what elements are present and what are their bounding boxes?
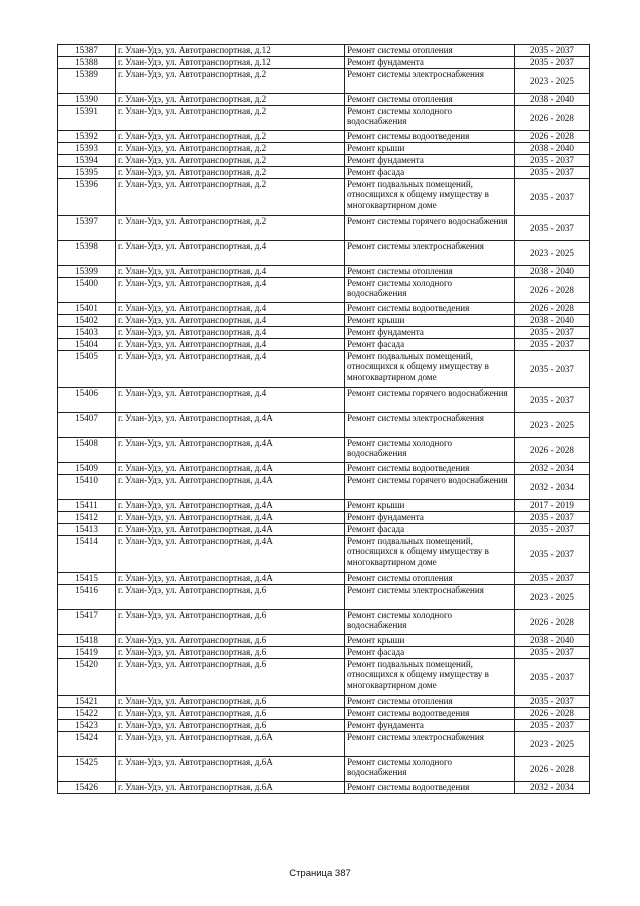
work-type-cell: Ремонт фундамента (345, 155, 515, 167)
period-cell: 2038 - 2040 (515, 635, 590, 647)
row-number-cell: 15415 (58, 573, 116, 585)
address-cell: г. Улан-Удэ, ул. Автотранспортная, д.6А (116, 782, 345, 794)
table-row (58, 327, 590, 339)
address-cell: г. Улан-Удэ, ул. Автотранспортная, д.6 (116, 720, 345, 732)
period-cell: 2035 - 2037 (515, 512, 590, 524)
work-type-cell: Ремонт фундамента (345, 327, 515, 339)
work-type-cell: Ремонт системы отопления (345, 94, 515, 106)
period-cell: 2038 - 2040 (515, 315, 590, 327)
period-cell: 2023 - 2025 (515, 69, 590, 94)
row-number-cell: 15418 (58, 635, 116, 647)
row-number-cell: 15425 (58, 757, 116, 782)
row-number-cell: 15414 (58, 536, 116, 573)
period-cell: 2035 - 2037 (515, 351, 590, 388)
work-type-cell: Ремонт системы холодного водоснабжения (345, 757, 515, 782)
table-row (58, 536, 590, 573)
row-number-cell: 15409 (58, 463, 116, 475)
address-cell: г. Улан-Удэ, ул. Автотранспортная, д.4А (116, 524, 345, 536)
row-number-cell: 15398 (58, 241, 116, 266)
work-type-cell: Ремонт системы водоотведения (345, 463, 515, 475)
row-number-cell: 15417 (58, 610, 116, 635)
period-cell: 2035 - 2037 (515, 45, 590, 57)
period-cell: 2026 - 2028 (515, 438, 590, 463)
row-number-cell: 15399 (58, 266, 116, 278)
work-type-cell: Ремонт подвальных помещений, относящихся к общему имуществу в многоквартирном доме (345, 351, 515, 388)
row-number-cell: 15397 (58, 216, 116, 241)
address-cell: г. Улан-Удэ, ул. Автотранспортная, д.4А (116, 438, 345, 463)
row-number-cell: 15388 (58, 57, 116, 69)
work-type-cell: Ремонт системы холодного водоснабжения (345, 278, 515, 303)
address-cell: г. Улан-Удэ, ул. Автотранспортная, д.6 (116, 659, 345, 696)
work-type-cell: Ремонт системы отопления (345, 45, 515, 57)
row-number-cell: 15426 (58, 782, 116, 794)
table-body (58, 45, 590, 794)
table-row (58, 585, 590, 610)
period-cell: 2035 - 2037 (515, 179, 590, 216)
table-row (58, 635, 590, 647)
work-type-cell: Ремонт системы отопления (345, 696, 515, 708)
period-cell: 2035 - 2037 (515, 536, 590, 573)
work-type-cell: Ремонт системы электроснабжения (345, 69, 515, 94)
address-cell: г. Улан-Удэ, ул. Автотранспортная, д.4А (116, 413, 345, 438)
row-number-cell: 15402 (58, 315, 116, 327)
work-type-cell: Ремонт системы электроснабжения (345, 241, 515, 266)
address-cell: г. Улан-Удэ, ул. Автотранспортная, д.4 (116, 388, 345, 413)
period-cell: 2035 - 2037 (515, 388, 590, 413)
row-number-cell: 15412 (58, 512, 116, 524)
work-type-cell: Ремонт фундамента (345, 57, 515, 69)
row-number-cell: 15424 (58, 732, 116, 757)
work-type-cell: Ремонт крыши (345, 500, 515, 512)
row-number-cell: 15406 (58, 388, 116, 413)
table-row (58, 475, 590, 500)
table-row (58, 720, 590, 732)
row-number-cell: 15392 (58, 131, 116, 143)
address-cell: г. Улан-Удэ, ул. Автотранспортная, д.6 (116, 696, 345, 708)
table-row (58, 573, 590, 585)
period-cell: 2035 - 2037 (515, 216, 590, 241)
table-row (58, 438, 590, 463)
period-cell: 2038 - 2040 (515, 94, 590, 106)
row-number-cell: 15389 (58, 69, 116, 94)
period-cell: 2035 - 2037 (515, 647, 590, 659)
row-number-cell: 15401 (58, 303, 116, 315)
row-number-cell: 15403 (58, 327, 116, 339)
address-cell: г. Улан-Удэ, ул. Автотранспортная, д.6 (116, 647, 345, 659)
table-row (58, 732, 590, 757)
row-number-cell: 15390 (58, 94, 116, 106)
period-cell: 2032 - 2034 (515, 782, 590, 794)
address-cell: г. Улан-Удэ, ул. Автотранспортная, д.4А (116, 536, 345, 573)
address-cell: г. Улан-Удэ, ул. Автотранспортная, д.2 (116, 216, 345, 241)
address-cell: г. Улан-Удэ, ул. Автотранспортная, д.2 (116, 94, 345, 106)
period-cell: 2023 - 2025 (515, 585, 590, 610)
period-cell: 2017 - 2019 (515, 500, 590, 512)
period-cell: 2035 - 2037 (515, 524, 590, 536)
table-row (58, 94, 590, 106)
work-type-cell: Ремонт системы холодного водоснабжения (345, 610, 515, 635)
table-row (58, 266, 590, 278)
table-row (58, 696, 590, 708)
address-cell: г. Улан-Удэ, ул. Автотранспортная, д.4 (116, 266, 345, 278)
work-type-cell: Ремонт фасада (345, 524, 515, 536)
row-number-cell: 15421 (58, 696, 116, 708)
work-type-cell: Ремонт подвальных помещений, относящихся к общему имуществу в многоквартирном доме (345, 179, 515, 216)
row-number-cell: 15413 (58, 524, 116, 536)
address-cell: г. Улан-Удэ, ул. Автотранспортная, д.6 (116, 708, 345, 720)
period-cell: 2035 - 2037 (515, 327, 590, 339)
work-type-cell: Ремонт системы отопления (345, 266, 515, 278)
address-cell: г. Улан-Удэ, ул. Автотранспортная, д.6А (116, 732, 345, 757)
address-cell: г. Улан-Удэ, ул. Автотранспортная, д.12 (116, 45, 345, 57)
work-type-cell: Ремонт системы холодного водоснабжения (345, 438, 515, 463)
period-cell: 2026 - 2028 (515, 278, 590, 303)
row-number-cell: 15420 (58, 659, 116, 696)
table-row (58, 57, 590, 69)
address-cell: г. Улан-Удэ, ул. Автотранспортная, д.2 (116, 155, 345, 167)
table-row (58, 757, 590, 782)
row-number-cell: 15400 (58, 278, 116, 303)
table-row (58, 303, 590, 315)
address-cell: г. Улан-Удэ, ул. Автотранспортная, д.4А (116, 500, 345, 512)
row-number-cell: 15410 (58, 475, 116, 500)
address-cell: г. Улан-Удэ, ул. Автотранспортная, д.2 (116, 179, 345, 216)
address-cell: г. Улан-Удэ, ул. Автотранспортная, д.4 (116, 241, 345, 266)
table-row (58, 512, 590, 524)
row-number-cell: 15387 (58, 45, 116, 57)
work-type-cell: Ремонт фасада (345, 167, 515, 179)
work-type-cell: Ремонт крыши (345, 143, 515, 155)
period-cell: 2026 - 2028 (515, 303, 590, 315)
period-cell: 2026 - 2028 (515, 106, 590, 131)
row-number-cell: 15391 (58, 106, 116, 131)
period-cell: 2035 - 2037 (515, 339, 590, 351)
work-type-cell: Ремонт системы горячего водоснабжения (345, 388, 515, 413)
table-row (58, 69, 590, 94)
work-type-cell: Ремонт системы отопления (345, 573, 515, 585)
address-cell: г. Улан-Удэ, ул. Автотранспортная, д.4А (116, 512, 345, 524)
table-row (58, 241, 590, 266)
table-row (58, 463, 590, 475)
table-row (58, 106, 590, 131)
work-type-cell: Ремонт системы горячего водоснабжения (345, 216, 515, 241)
row-number-cell: 15407 (58, 413, 116, 438)
table-row (58, 216, 590, 241)
row-number-cell: 15395 (58, 167, 116, 179)
table-row (58, 339, 590, 351)
row-number-cell: 15393 (58, 143, 116, 155)
period-cell: 2035 - 2037 (515, 573, 590, 585)
address-cell: г. Улан-Удэ, ул. Автотранспортная, д.4 (116, 303, 345, 315)
table-row (58, 388, 590, 413)
address-cell: г. Улан-Удэ, ул. Автотранспортная, д.2 (116, 106, 345, 131)
table-row (58, 708, 590, 720)
work-type-cell: Ремонт системы электроснабжения (345, 413, 515, 438)
period-cell: 2026 - 2028 (515, 131, 590, 143)
row-number-cell: 15404 (58, 339, 116, 351)
work-type-cell: Ремонт системы электроснабжения (345, 585, 515, 610)
period-cell: 2032 - 2034 (515, 463, 590, 475)
table-row (58, 167, 590, 179)
work-type-cell: Ремонт фундамента (345, 720, 515, 732)
row-number-cell: 15396 (58, 179, 116, 216)
address-cell: г. Улан-Удэ, ул. Автотранспортная, д.4 (116, 315, 345, 327)
address-cell: г. Улан-Удэ, ул. Автотранспортная, д.2 (116, 131, 345, 143)
repair-schedule-table (57, 44, 590, 794)
address-cell: г. Улан-Удэ, ул. Автотранспортная, д.6 (116, 635, 345, 647)
row-number-cell: 15423 (58, 720, 116, 732)
period-cell: 2035 - 2037 (515, 167, 590, 179)
table-row (58, 179, 590, 216)
period-cell: 2026 - 2028 (515, 757, 590, 782)
page-number: Страница 387 (289, 868, 351, 879)
address-cell: г. Улан-Удэ, ул. Автотранспортная, д.4А (116, 463, 345, 475)
table-row (58, 315, 590, 327)
address-cell: г. Улан-Удэ, ул. Автотранспортная, д.6А (116, 757, 345, 782)
address-cell: г. Улан-Удэ, ул. Автотранспортная, д.2 (116, 167, 345, 179)
work-type-cell: Ремонт крыши (345, 315, 515, 327)
address-cell: г. Улан-Удэ, ул. Автотранспортная, д.2 (116, 69, 345, 94)
work-type-cell: Ремонт системы холодного водоснабжения (345, 106, 515, 131)
table-row (58, 131, 590, 143)
period-cell: 2035 - 2037 (515, 57, 590, 69)
period-cell: 2035 - 2037 (515, 155, 590, 167)
table-row (58, 278, 590, 303)
row-number-cell: 15422 (58, 708, 116, 720)
period-cell: 2035 - 2037 (515, 696, 590, 708)
table-row (58, 500, 590, 512)
address-cell: г. Улан-Удэ, ул. Автотранспортная, д.6 (116, 585, 345, 610)
row-number-cell: 15411 (58, 500, 116, 512)
address-cell: г. Улан-Удэ, ул. Автотранспортная, д.4 (116, 278, 345, 303)
address-cell: г. Улан-Удэ, ул. Автотранспортная, д.4 (116, 327, 345, 339)
table-row (58, 659, 590, 696)
period-cell: 2038 - 2040 (515, 143, 590, 155)
work-type-cell: Ремонт системы водоотведения (345, 131, 515, 143)
work-type-cell: Ремонт крыши (345, 635, 515, 647)
address-cell: г. Улан-Удэ, ул. Автотранспортная, д.4А (116, 475, 345, 500)
work-type-cell: Ремонт фасада (345, 647, 515, 659)
table-row (58, 647, 590, 659)
work-type-cell: Ремонт фундамента (345, 512, 515, 524)
address-cell: г. Улан-Удэ, ул. Автотранспортная, д.4А (116, 573, 345, 585)
period-cell: 2023 - 2025 (515, 413, 590, 438)
work-type-cell: Ремонт системы электроснабжения (345, 732, 515, 757)
work-type-cell: Ремонт системы горячего водоснабжения (345, 475, 515, 500)
table-row (58, 351, 590, 388)
table-row (58, 782, 590, 794)
address-cell: г. Улан-Удэ, ул. Автотранспортная, д.2 (116, 143, 345, 155)
work-type-cell: Ремонт системы водоотведения (345, 782, 515, 794)
period-cell: 2035 - 2037 (515, 720, 590, 732)
work-type-cell: Ремонт системы водоотведения (345, 708, 515, 720)
work-type-cell: Ремонт подвальных помещений, относящихся к общему имуществу в многоквартирном доме (345, 659, 515, 696)
period-cell: 2032 - 2034 (515, 475, 590, 500)
period-cell: 2023 - 2025 (515, 732, 590, 757)
work-type-cell: Ремонт подвальных помещений, относящихся к общему имуществу в многоквартирном доме (345, 536, 515, 573)
period-cell: 2035 - 2037 (515, 659, 590, 696)
table-row (58, 45, 590, 57)
table-row (58, 610, 590, 635)
table-row (58, 524, 590, 536)
table-row (58, 413, 590, 438)
row-number-cell: 15394 (58, 155, 116, 167)
address-cell: г. Улан-Удэ, ул. Автотранспортная, д.12 (116, 57, 345, 69)
address-cell: г. Улан-Удэ, ул. Автотранспортная, д.4 (116, 339, 345, 351)
row-number-cell: 15419 (58, 647, 116, 659)
address-cell: г. Улан-Удэ, ул. Автотранспортная, д.4 (116, 351, 345, 388)
address-cell: г. Улан-Удэ, ул. Автотранспортная, д.6 (116, 610, 345, 635)
period-cell: 2023 - 2025 (515, 241, 590, 266)
table-row (58, 155, 590, 167)
row-number-cell: 15416 (58, 585, 116, 610)
table-row (58, 143, 590, 155)
period-cell: 2038 - 2040 (515, 266, 590, 278)
work-type-cell: Ремонт системы водоотведения (345, 303, 515, 315)
period-cell: 2026 - 2028 (515, 708, 590, 720)
row-number-cell: 15408 (58, 438, 116, 463)
work-type-cell: Ремонт фасада (345, 339, 515, 351)
period-cell: 2026 - 2028 (515, 610, 590, 635)
row-number-cell: 15405 (58, 351, 116, 388)
